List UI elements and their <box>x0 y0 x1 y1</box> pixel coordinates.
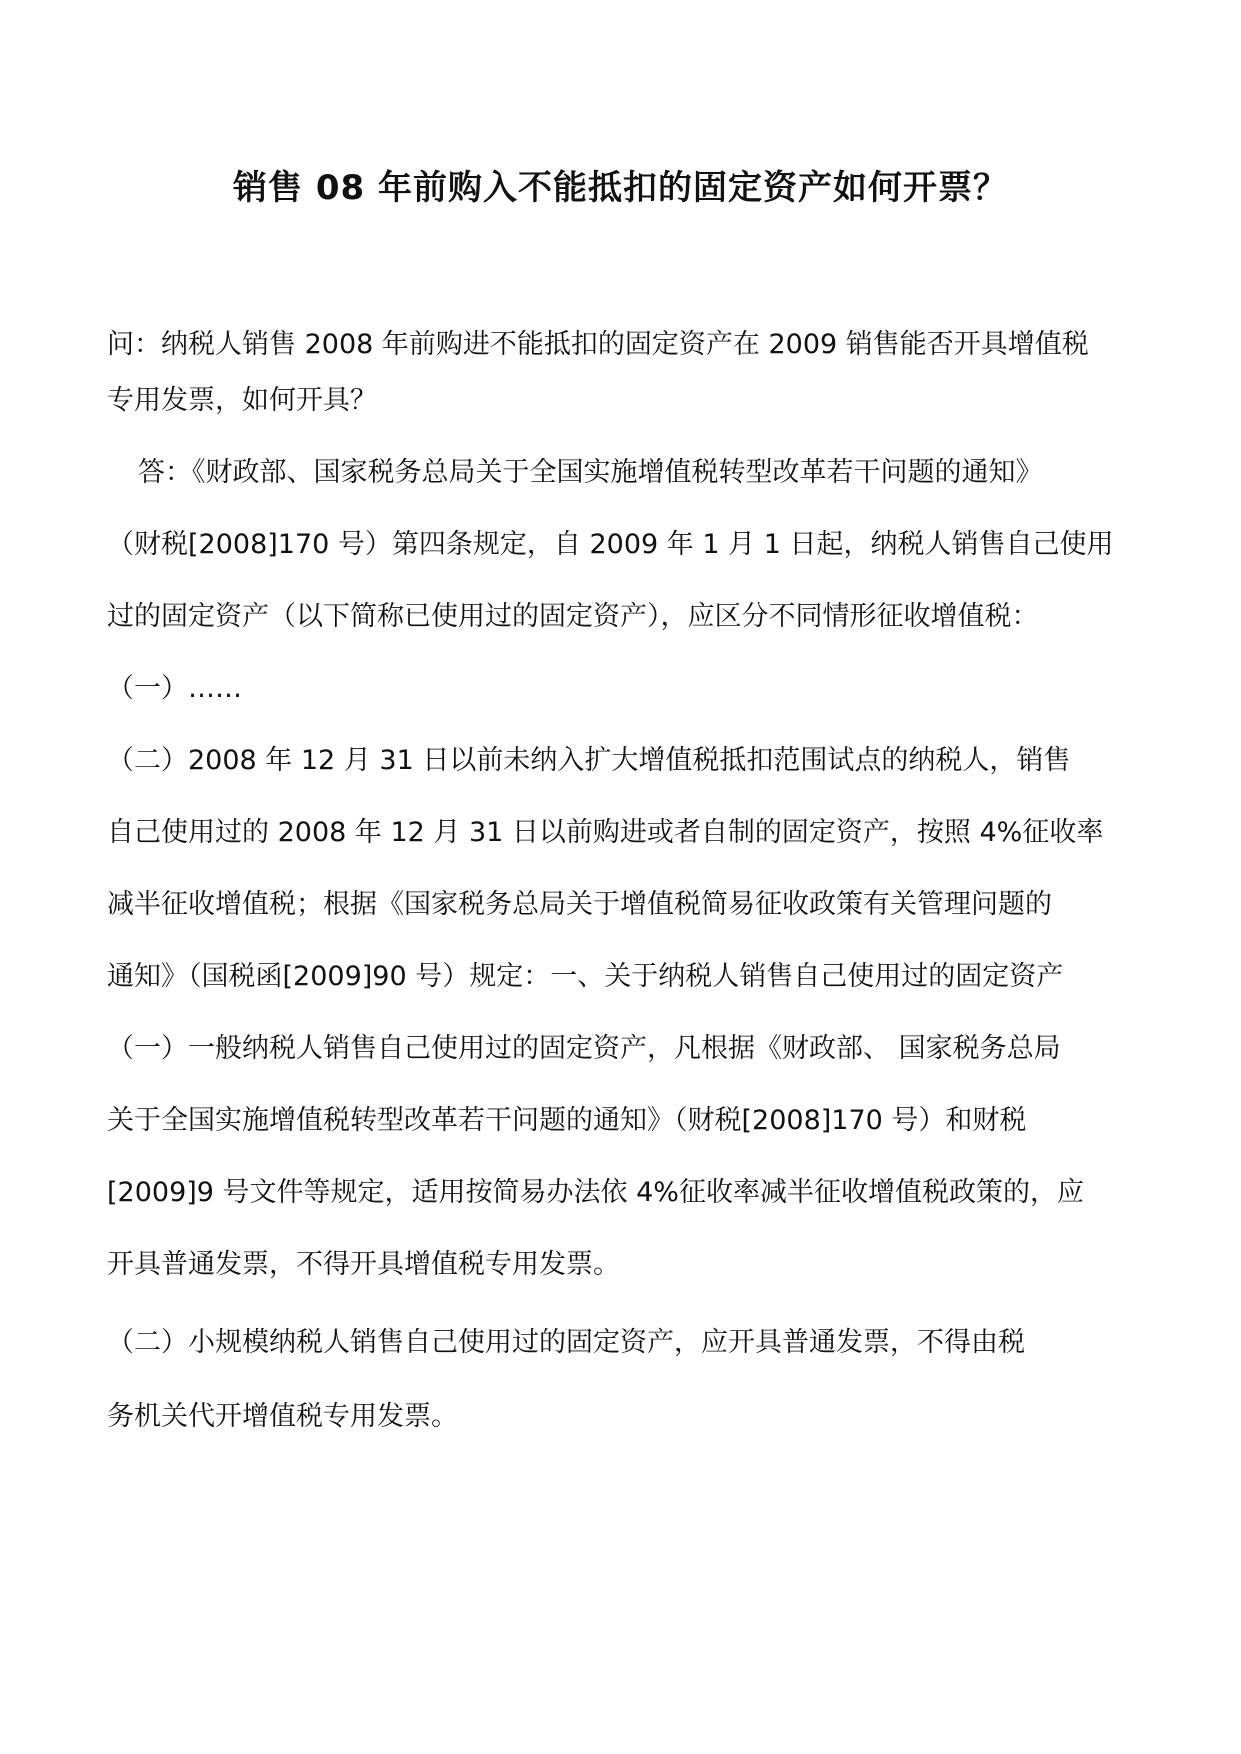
answer-line-2: （财税[2008]170 号）第四条规定，自 2009 年 1 月 1 日起，纳税人销售自己使用 <box>107 529 1114 560</box>
paragraph-3-line-2: 务机关代开增值税专用发票。 <box>107 1401 458 1432</box>
paragraph-2-line-5: （一）一般纳税人销售自己使用过的固定资产，凡根据《财政部、 国家税务总局 <box>107 1033 1061 1064</box>
answer-line-4: （一）…… <box>107 673 242 704</box>
question-line-2: 专用发票，如何开具？ <box>107 385 377 416</box>
paragraph-2-line-3: 减半征收增值税；根据《国家税务总局关于增值税简易征收政策有关管理问题的 <box>107 889 1052 920</box>
paragraph-2-line-4: 通知》（国税函[2009]90 号）规定：一、关于纳税人销售自己使用过的固定资产 <box>107 961 1064 992</box>
paragraph-2-line-8: 开具普通发票，不得开具增值税专用发票。 <box>107 1249 620 1280</box>
paragraph-3-line-1: （二）小规模纳税人销售自己使用过的固定资产，应开具普通发票，不得由税 <box>107 1327 1025 1358</box>
question-line-1: 问：纳税人销售 2008 年前购进不能抵扣的固定资产在 2009 销售能否开具增值税 <box>107 329 1089 360</box>
paragraph-2-line-7: [2009]9 号文件等规定，适用按简易办法依 4%征收率减半征收增值税政策的，应 <box>107 1177 1084 1208</box>
document-title: 销售 08 年前购入不能抵扣的固定资产如何开票？ <box>233 168 1008 208</box>
paragraph-2-line-2: 自己使用过的 2008 年 12 月 31 日以前购进或者自制的固定资产，按照 4%征收率 <box>107 817 1104 848</box>
answer-line-3: 过的固定资产（以下简称已使用过的固定资产），应区分不同情形征收增值税： <box>107 601 1039 632</box>
paragraph-2-line-6: 关于全国实施增值税转型改革若干问题的通知》（财税[2008]170 号）和财税 <box>107 1105 1027 1136</box>
paragraph-2-line-1: （二）2008 年 12 月 31 日以前未纳入扩大增值税抵扣范围试点的纳税人，销售 <box>107 745 1071 776</box>
answer-line-1: 答：《财政部、国家税务总局关于全国实施增值税转型改革若干问题的通知》 <box>138 457 1043 488</box>
